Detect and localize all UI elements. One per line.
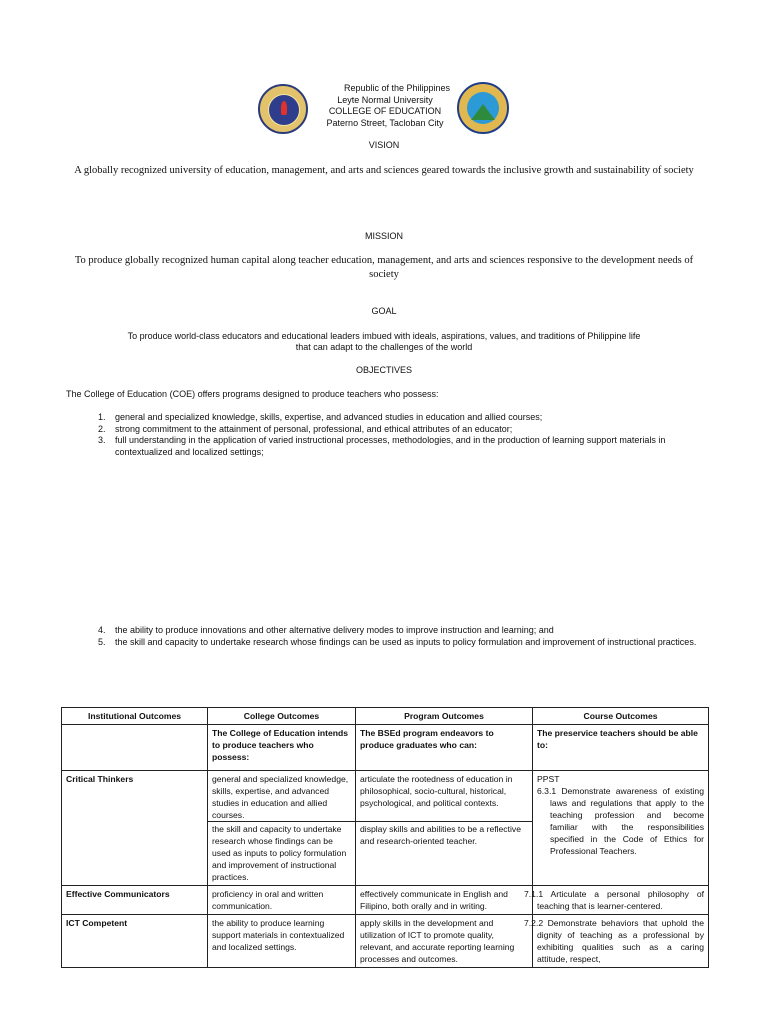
header-program-outcomes: Program Outcomes <box>356 708 533 725</box>
goal-heading: GOAL <box>371 306 397 316</box>
table-row <box>62 886 709 915</box>
table-cell <box>533 771 709 886</box>
table-cell: Critical Thinkers <box>62 771 208 886</box>
table-cell: apply skills in the development and utilization of ICT to promote quality, relevant, and accurate reporting learning processes and outcomes. <box>356 915 533 968</box>
vision-text: A globally recognized university of education, management, and arts and sciences geared towards the inclusive growth and sustainability of society <box>74 165 694 176</box>
table-row <box>62 725 709 771</box>
header-course-outcomes: Course Outcomes <box>533 708 709 725</box>
header-institutional-outcomes: Institutional Outcomes <box>62 708 208 725</box>
cell-text: the skill and capacity to undertake research whose findings can be used as inputs to policy formulation and improvement of instructional practices. <box>208 821 355 883</box>
objective-item: 2. strong commitment to the attainment of personal, professional, and ethical attributes of an educator; <box>98 423 513 434</box>
header-country: Republic of the Philippines <box>343 83 451 93</box>
letterhead <box>300 83 470 129</box>
goal-text <box>60 331 708 353</box>
table-cell <box>356 771 533 886</box>
goal-text-line2: that can adapt to the challenges of the world <box>295 342 473 352</box>
cell-text: 6.3.1 Demonstrate awareness of existing laws and regulations that apply to the teaching profession and become familiar with the responsibilities specified in the Code of Ethics for Professional Teachers. <box>537 786 704 856</box>
objectives-heading: OBJECTIVES <box>355 365 412 375</box>
table-cell <box>62 725 208 771</box>
table-cell: 7.2.2 Demonstrate behaviors that uphold the dignity of teaching as a professional by exhibiting qualities such as a caring attitude, respect, <box>533 915 709 968</box>
cell-text: articulate the rootedness of education in philosophical, socio-cultural, historical, psychological, and political contexts. <box>360 774 513 808</box>
objective-item: 1. general and specialized knowledge, skills, expertise, and advanced studies in education and allied courses; <box>98 412 543 422</box>
cell-text: general and specialized knowledge, skills, expertise, and advanced studies in education and allied courses. <box>212 774 349 820</box>
goal-text-line1: To produce world-class educators and educational leaders imbued with ideals, aspirations, values, and traditions of Philippine life <box>127 331 641 341</box>
objective-item: 4. the ability to produce innovations and other alternative delivery modes to improve instruction and learning; and <box>98 625 554 635</box>
objective-item: 3. full understanding in the application of varied instructional processes, methodologies, and in the production of learning support materials in contextualized and localized settings; <box>98 435 666 457</box>
table-cell: ICT Competent <box>62 915 208 968</box>
outcomes-table <box>61 707 709 968</box>
objectives-list-a <box>98 412 670 458</box>
header-college: COLLEGE OF EDUCATION <box>328 106 442 116</box>
table-cell: The College of Education intends to produce teachers who possess: <box>208 725 356 771</box>
objectives-list-b <box>98 625 718 648</box>
header-university: Leyte Normal University <box>337 94 433 105</box>
header-address: Paterno Street, Tacloban City <box>326 117 444 128</box>
vision-heading: VISION <box>368 140 400 150</box>
table-cell: The BSEd program endeavors to produce graduates who can: <box>356 725 533 771</box>
table-cell <box>208 771 356 886</box>
cell-text: PPST <box>537 774 560 784</box>
objectives-intro: The College of Education (COE) offers programs designed to produce teachers who possess: <box>66 389 439 399</box>
table-cell: Effective Communicators <box>62 886 208 915</box>
table-header-row <box>62 708 709 725</box>
mission-heading: MISSION <box>364 231 403 241</box>
table-cell: 7.1.1 Articulate a personal philosophy of teaching that is learner-centered. <box>533 886 709 915</box>
table-cell: proficiency in oral and written communication. <box>208 886 356 915</box>
table-cell: The preservice teachers should be able to: <box>533 725 709 771</box>
table-row <box>62 915 709 968</box>
table-cell: the ability to produce learning support materials in contextualized and localized settings. <box>208 915 356 968</box>
header-college-outcomes: College Outcomes <box>208 708 356 725</box>
table-cell: effectively communicate in English and Filipino, both orally and in writing. <box>356 886 533 915</box>
table-row <box>62 771 709 886</box>
mission-text: To produce globally recognized human capital along teacher education, management, and arts and sciences responsive to the development needs of society <box>74 255 694 280</box>
objective-item: 5. the skill and capacity to undertake research whose findings can be used as inputs to policy formulation and improvement of instructional practices. <box>98 636 697 647</box>
cell-text: display skills and abilities to be a reflective and research-oriented teacher. <box>356 821 532 847</box>
